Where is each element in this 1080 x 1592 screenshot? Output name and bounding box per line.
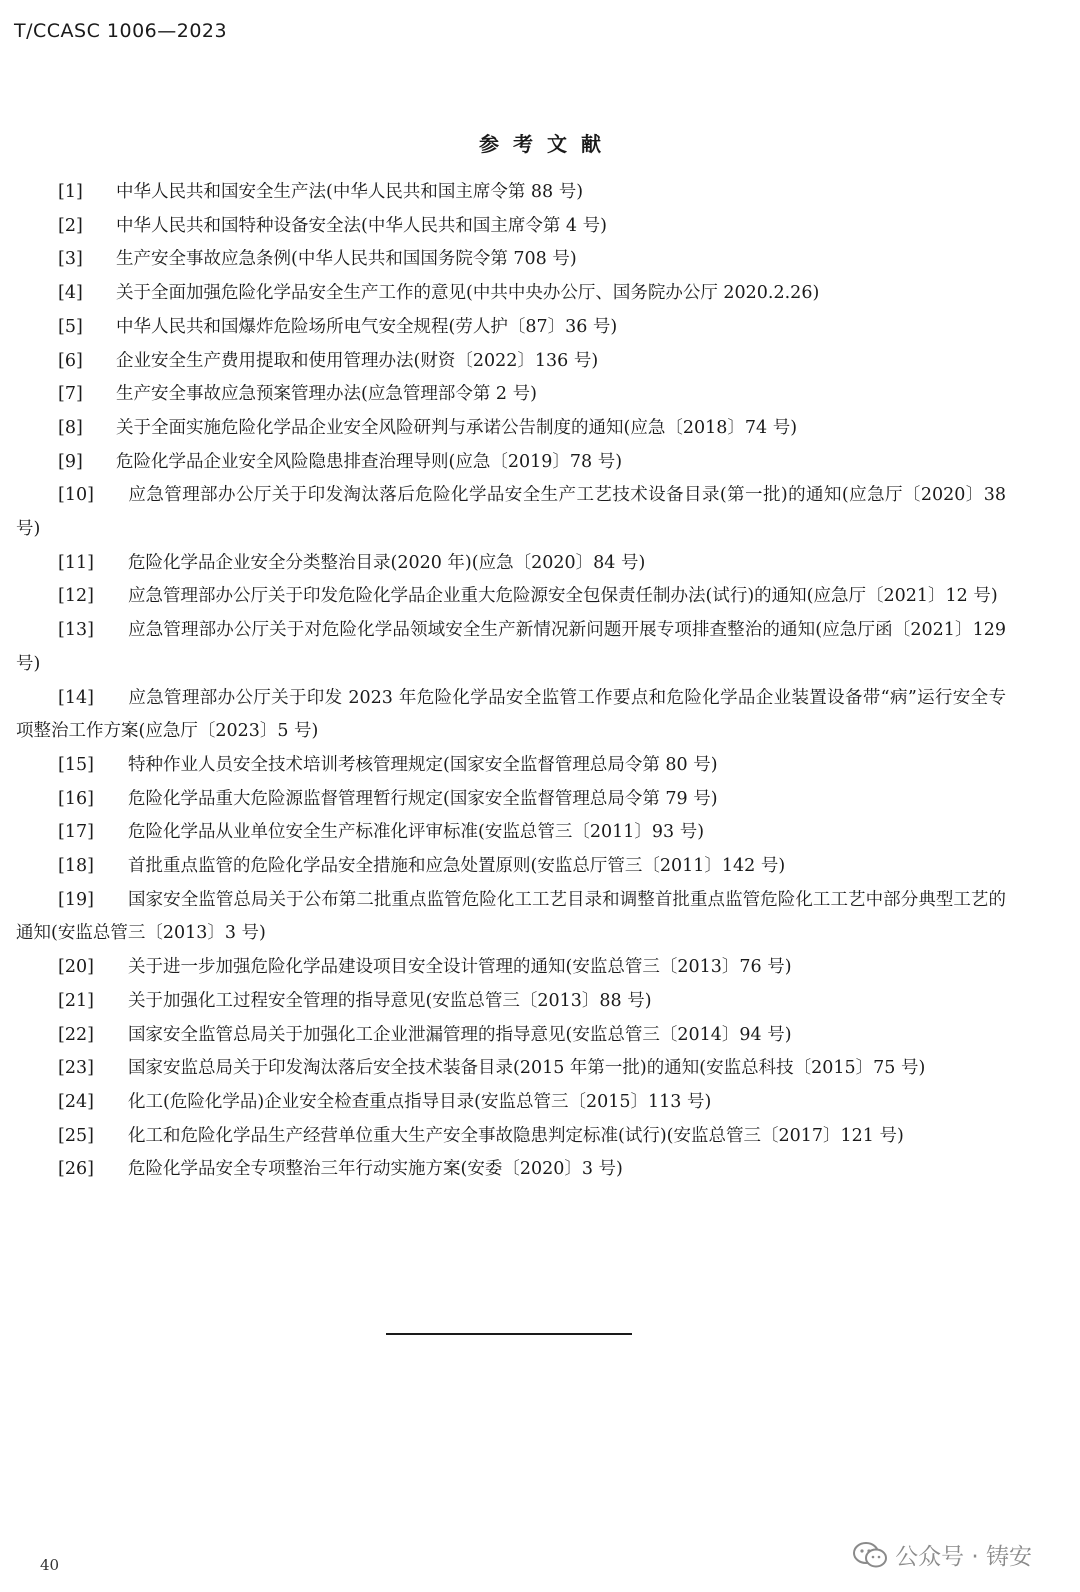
end-rule [386,1333,632,1335]
standard-code: T/CCASC 1006—2023 [14,20,228,42]
reference-item [16,479,1006,546]
reference-number: [16] [58,788,94,809]
reference-number: [11] [58,552,94,573]
reference-number: [26] [58,1159,94,1180]
reference-item [16,176,1006,210]
reference-number: [13] [58,620,94,641]
reference-text: 危险化学品企业安全分类整治目录(2020 年)(应急〔2020〕84 号) [128,552,646,573]
reference-text: 危险化学品重大危险源监督管理暂行规定(国家安全监督管理总局令第 79 号) [128,788,718,809]
reference-number: [3] [58,249,83,270]
reference-text: 关于全面加强危险化学品安全生产工作的意见(中共中央办公厅、国务院办公厅 2020.2.26) [116,283,820,304]
reference-number: [22] [58,1024,94,1045]
reference-item [16,210,1006,244]
reference-text: 关于进一步加强危险化学品建设项目安全设计管理的通知(安监总管三〔2013〕76 号) [128,957,792,978]
reference-number: [8] [58,417,83,438]
reference-item [16,783,1006,817]
reference-text: 国家安监总局关于印发淘汰落后安全技术装备目录(2015 年第一批)的通知(安监总科技〔2015〕75 号) [128,1058,926,1079]
reference-text: 中华人民共和国特种设备安全法(中华人民共和国主席令第 4 号) [116,215,607,236]
reference-number: [5] [58,316,83,337]
reference-number: [20] [58,957,94,978]
reference-text: 应急管理部办公厅关于印发 2023 年危险化学品安全监管工作要点和危险化学品企业装置设备带“病”运行安全专项整治工作方案(应急厅〔2023〕5 号) [16,687,1006,742]
reference-item [16,378,1006,412]
reference-number: [23] [58,1058,94,1079]
watermark-text: 公众号 · 铸安 [895,1544,1032,1570]
reference-text: 化工(危险化学品)企业安全检查重点指导目录(安监总管三〔2015〕113 号) [128,1091,712,1112]
reference-number: [15] [58,754,94,775]
reference-text: 国家安全监管总局关于加强化工企业泄漏管理的指导意见(安监总管三〔2014〕94 号) [128,1024,792,1045]
reference-number: [9] [58,451,83,472]
reference-item [16,614,1006,681]
reference-item [16,985,1006,1019]
reference-item [16,816,1006,850]
reference-item [16,884,1006,951]
section-title: 参考文献 [479,132,615,156]
reference-list [16,176,1006,1187]
reference-item [16,446,1006,480]
reference-item [16,1019,1006,1053]
reference-text: 生产安全事故应急预案管理办法(应急管理部令第 2 号) [116,384,537,405]
reference-text: 应急管理部办公厅关于印发淘汰落后危险化学品安全生产工艺技术设备目录(第一批)的通知(应急厅〔2020〕38 号) [16,485,1006,540]
reference-text: 关于全面实施危险化学品企业安全风险研判与承诺公告制度的通知(应急〔2018〕74 号) [116,417,798,438]
reference-text: 化工和危险化学品生产经营单位重大生产安全事故隐患判定标准(试行)(安监总管三〔2017〕121 号) [128,1125,904,1146]
reference-item [16,1052,1006,1086]
reference-number: [25] [58,1125,94,1146]
reference-text: 中华人民共和国安全生产法(中华人民共和国主席令第 88 号) [116,182,584,202]
reference-text: 特种作业人员安全技术培训考核管理规定(国家安全监督管理总局令第 80 号) [128,754,718,775]
reference-number: [6] [58,350,83,371]
reference-item [16,1120,1006,1154]
reference-item [16,1086,1006,1120]
reference-number: [21] [58,990,94,1011]
reference-text: 应急管理部办公厅关于印发危险化学品企业重大危险源安全包保责任制办法(试行)的通知(应急厅〔2021〕12 号) [128,586,998,607]
reference-text: 国家安全监管总局关于公布第二批重点监管危险化工工艺目录和调整首批重点监管危险化工工艺中部分典型工艺的通知(安监总管三〔2013〕3 号) [16,889,1006,944]
reference-number: [1] [58,182,83,202]
reference-text: 生产安全事故应急条例(中华人民共和国国务院令第 708 号) [116,249,577,270]
reference-item [16,412,1006,446]
reference-number: [4] [58,283,83,304]
reference-text: 企业安全生产费用提取和使用管理办法(财资〔2022〕136 号) [116,350,599,371]
watermark [853,1538,1032,1571]
reference-number: [19] [58,889,94,910]
reference-number: [24] [58,1091,94,1112]
reference-item [16,951,1006,985]
reference-item [16,311,1006,345]
reference-text: 危险化学品安全专项整治三年行动实施方案(安委〔2020〕3 号) [128,1159,623,1180]
reference-item [16,682,1006,749]
reference-number: [10] [58,485,94,506]
reference-number: [14] [58,687,94,708]
reference-item [16,1153,1006,1187]
reference-item [16,243,1006,277]
reference-number: [7] [58,384,83,405]
reference-text: 危险化学品企业安全风险隐患排查治理导则(应急〔2019〕78 号) [116,451,623,472]
reference-item [16,547,1006,581]
reference-number: [17] [58,822,94,843]
reference-number: [12] [58,586,94,607]
reference-item [16,850,1006,884]
reference-text: 危险化学品从业单位安全生产标准化评审标准(安监总管三〔2011〕93 号) [128,822,705,843]
reference-text: 应急管理部办公厅关于对危险化学品领域安全生产新情况新问题开展专项排查整治的通知(应急厅函〔2021〕129 号) [16,620,1006,674]
reference-item [16,345,1006,379]
wechat-icon [853,1541,887,1569]
reference-text: 关于加强化工过程安全管理的指导意见(安监总管三〔2013〕88 号) [128,990,652,1011]
reference-item [16,277,1006,311]
page-number: 40 [40,1556,60,1574]
reference-item [16,580,1006,614]
reference-number: [18] [58,856,94,877]
reference-text: 首批重点监管的危险化学品安全措施和应急处置原则(安监总厅管三〔2011〕142 号) [128,856,786,877]
reference-item [16,749,1006,783]
reference-number: [2] [58,215,83,236]
reference-text: 中华人民共和国爆炸危险场所电气安全规程(劳人护〔87〕36 号) [116,316,618,337]
